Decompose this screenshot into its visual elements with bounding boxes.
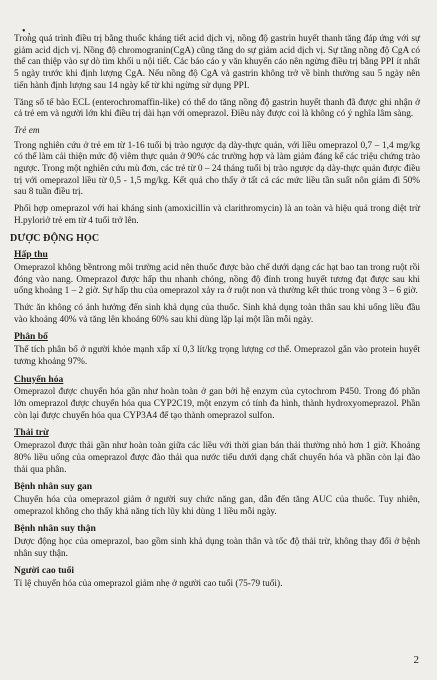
metabolism-paragraph: Omeprazol được chuyển hóa gần như hoàn toàn ở gan bởi hệ enzym của cytochrom P450. Trong đó phần lớn omeprazol được chuyển hóa qua CYP2C19, một enzym có tính đa hình, thành hydroxyomeprazol. Phần còn lại được chuyển hóa qua CYP3A4 để tạo thành omeprazol sulfon.: [14, 387, 420, 421]
hepatic-heading: Bệnh nhân suy gan: [14, 481, 93, 493]
page-content: [10, 34, 420, 596]
children-paragraph-2: Phối hợp omeprazol với hai kháng sinh (amoxicillin và clarithromycin) là an toàn và hiệu quả trong diệt trừ H.pyloriở trẻ em từ 4 tuổi trở lên.: [14, 204, 420, 226]
absorption-paragraph-1: Omeprazol không bềntrong môi trường acid nên thuốc được bào chế dưới dạng các hạt bao tan trong ruột rồi đóng vào nang. Omeprazol được hấp thu nhanh chóng, nồng độ đỉnh trong huyết tương đạt được sau khi uống khoảng 1 – 2 giờ. Sự hấp thu của omeprazol xảy ra ở ruột non và thường kết thúc trong vòng 3 – 6 giờ.: [14, 262, 420, 297]
distribution-heading: Phân bố: [14, 331, 48, 343]
renal-paragraph: Dược động học của omeprazol, bao gồm sinh khả dụng toàn thân và tốc độ thải trừ, không thay đổi ở bệnh nhân suy thận.: [14, 537, 420, 559]
elimination-paragraph: Omeprazol được thải gần như hoàn toàn giữa các liều với thời gian bán thải thường nhỏ hơn 1 giờ. Khoảng 80% liều uống của omeprazol được đào thải qua nước tiểu dưới dạng chất chuyển hóa và phần còn lại đào thải qua phân.: [14, 441, 420, 475]
intro-paragraph-2: Tăng số tế bào ECL (enterochromaffin-like) có thể do tăng nồng độ gastrin huyết thanh đã được ghi nhận ở cả trẻ em và người lớn khi điều trị dài hạn với omeprazol. Điều này được coi là không có ý nghĩa lâm sàng.: [14, 97, 420, 120]
section-title: DƯỢC ĐỘNG HỌC: [10, 232, 100, 244]
elimination-heading: Thải trừ: [14, 427, 49, 439]
scan-mark: • ,: [22, 26, 31, 37]
children-label: Trẻ em: [14, 125, 40, 136]
elderly-paragraph: Tỉ lệ chuyển hóa của omeprazol giảm nhẹ ở người cao tuổi (75-79 tuổi).: [14, 579, 283, 590]
absorption-heading: Hấp thu: [14, 249, 48, 261]
absorption-paragraph-2: Thức ăn không có ảnh hưởng đến sinh khả dụng của thuốc. Sinh khả dụng toàn thân sau khi uống liều đầu vào khoảng 40% và tăng lên khoảng 60% sau khi dùng lặp lại một lần mỗi ngày.: [14, 303, 420, 325]
distribution-paragraph: Thể tích phân bố ở người khỏe mạnh xấp xỉ 0,3 lít/kg trọng lượng cơ thể. Omeprazol gắn vào protein huyết tương khoảng 97%.: [14, 345, 420, 367]
intro-paragraph-1: Trong quá trình điều trị bằng thuốc kháng tiết acid dịch vị, nồng độ gastrin huyết thanh tăng đáp ứng với sự giảm acid dịch vị. Nồng độ chromogranin(CgA) cũng tăng do sự giảm acid dịch vị. Sự tăng nồng độ CgA có thể can thiệp vào sự dò tìm khối u nội tiết. Các báo cáo y văn khuyến cáo nên ngừng điều trị bằng PPI ít nhất 5 ngày trước khi định lượng CgA. Nếu nồng độ CgA và gastrin không trở về bình thường sau 5 ngày nên tiến hành định lượng sau 14 ngày kể từ khi ngừng sử dụng PPI.: [14, 34, 420, 91]
renal-heading: Bệnh nhân suy thận: [14, 523, 96, 535]
elderly-heading: Người cao tuổi: [14, 565, 75, 577]
page-number: 2: [413, 654, 419, 666]
hepatic-paragraph: Chuyển hóa của omeprazol giảm ở người suy chức năng gan, dẫn đến tăng AUC của thuốc. Tuy nhiên, omeprazol không cho thấy khả năng tích lũy khi dùng 1 liều mỗi ngày.: [14, 494, 420, 517]
metabolism-heading: Chuyển hóa: [14, 373, 64, 385]
children-paragraph-1: Trong nghiên cứu ở trẻ em từ 1-16 tuổi bị trào ngược dạ dày-thực quản, với liều omeprazol 0,7 – 1,4 mg/kg có thể làm cải thiện mức độ viêm thực quản ở 90% các trường hợp và làm giảm đáng kể các triệu chứng trào ngược. Trong một nghiên cứu mù đơn, các trẻ từ 0 – 24 tháng tuổi bị trào ngược dạ dày-thực quản được điều trị với omeprazol liều từ 0,5 - 1,5 mg/kg. Kết quả cho thấy ở tất cả các mức liều tần suất nôn giảm đi 50% sau 8 tuần điều trị.: [14, 140, 420, 198]
